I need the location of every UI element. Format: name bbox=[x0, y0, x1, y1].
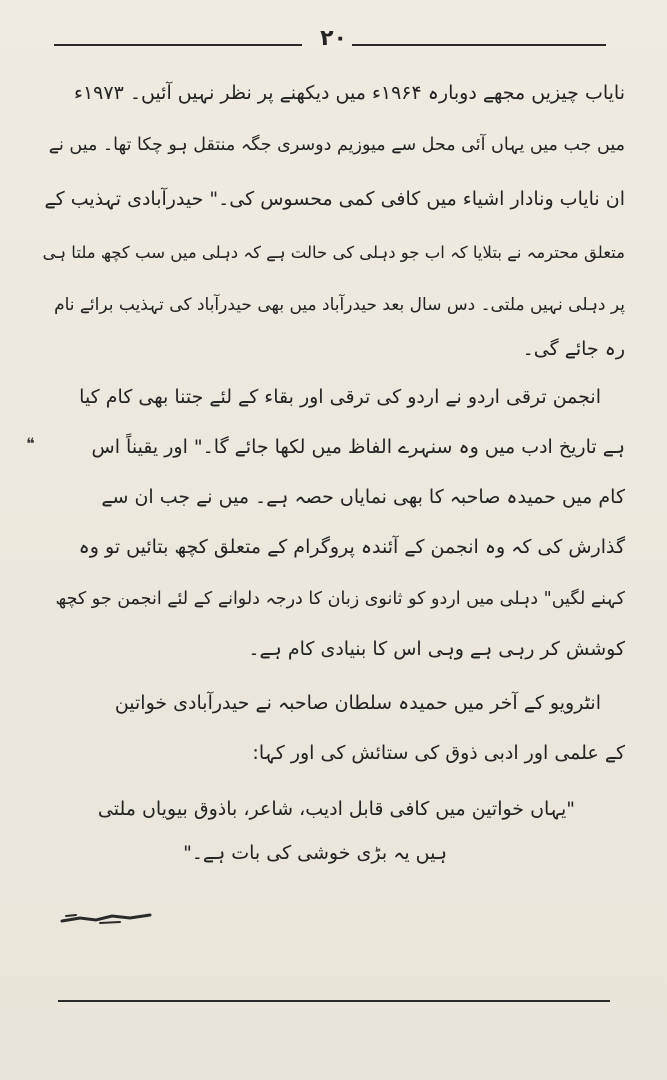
footer-rule bbox=[58, 1000, 610, 1002]
text-line: ہے تاریخ ادب میں وہ سنہرے الفاظ میں لکھا جائے گا۔" اور یقیناً اس bbox=[91, 436, 625, 458]
quote-line: ہیں یہ بڑی خوشی کی بات ہے۔" bbox=[183, 842, 447, 864]
text-line: ان نایاب ونادار اشیاء میں کافی کمی محسوس کی۔" حیدرآبادی تہذیب کے bbox=[44, 188, 625, 210]
text-line: انٹرویو کے آخر میں حمیدہ سلطان صاحبہ نے حیدرآبادی خواتین bbox=[114, 692, 601, 714]
text-line: کے علمی اور ادبی ذوق کی ستائش کی اور کہا: bbox=[252, 742, 625, 764]
end-of-text-mark-icon bbox=[60, 912, 152, 926]
text-line: نایاب چیزیں مجھے دوبارہ ۱۹۶۴ء میں دیکھنے پر نظر نہیں آئیں۔ ۱۹۷۳ء bbox=[74, 82, 625, 104]
text-line: پر دہلی نہیں ملتی۔ دس سال بعد حیدرآباد میں بھی حیدرآباد کی تہذیب برائے نام bbox=[54, 295, 625, 315]
text-line: انجمن ترقی اردو نے اردو کی ترقی اور بقاء کے لئے جتنا بھی کام کیا bbox=[79, 386, 601, 408]
text-line: کہنے لگیں" دہلی میں اردو کو ثانوی زبان کا درجہ دلوانے کے لئے انجمن جو کچھ bbox=[55, 589, 625, 609]
header-rule-right bbox=[352, 44, 606, 46]
text-line: کوشش کر رہی ہے وہی اس کا بنیادی کام ہے۔ bbox=[248, 638, 625, 660]
text-line: رہ جائے گی۔ bbox=[522, 338, 625, 360]
text-line: متعلق محترمہ نے بتلایا کہ اب جو دہلی کی حالت ہے کہ دہلی میں سب کچھ ملتا ہی bbox=[42, 243, 625, 262]
text-line: گذارش کی کہ وہ انجمن کے آئندہ پروگرام کے متعلق کچھ بتائیں تو وہ bbox=[78, 536, 625, 558]
page-number: ۲۰ bbox=[320, 26, 347, 51]
text-line: میں جب میں یہاں آئی محل سے میوزیم دوسری جگہ منتقل ہو چکا تھا۔ میں نے bbox=[48, 135, 625, 155]
margin-mark-icon: ❝ bbox=[26, 434, 35, 453]
text-line: کام میں حمیدہ صاحبہ کا بھی نمایاں حصہ ہے۔ میں نے جب ان سے bbox=[101, 486, 625, 508]
quote-line: "یہاں خواتین میں کافی قابل ادیب، شاعر، باذوق بیویاں ملتی bbox=[97, 798, 575, 820]
